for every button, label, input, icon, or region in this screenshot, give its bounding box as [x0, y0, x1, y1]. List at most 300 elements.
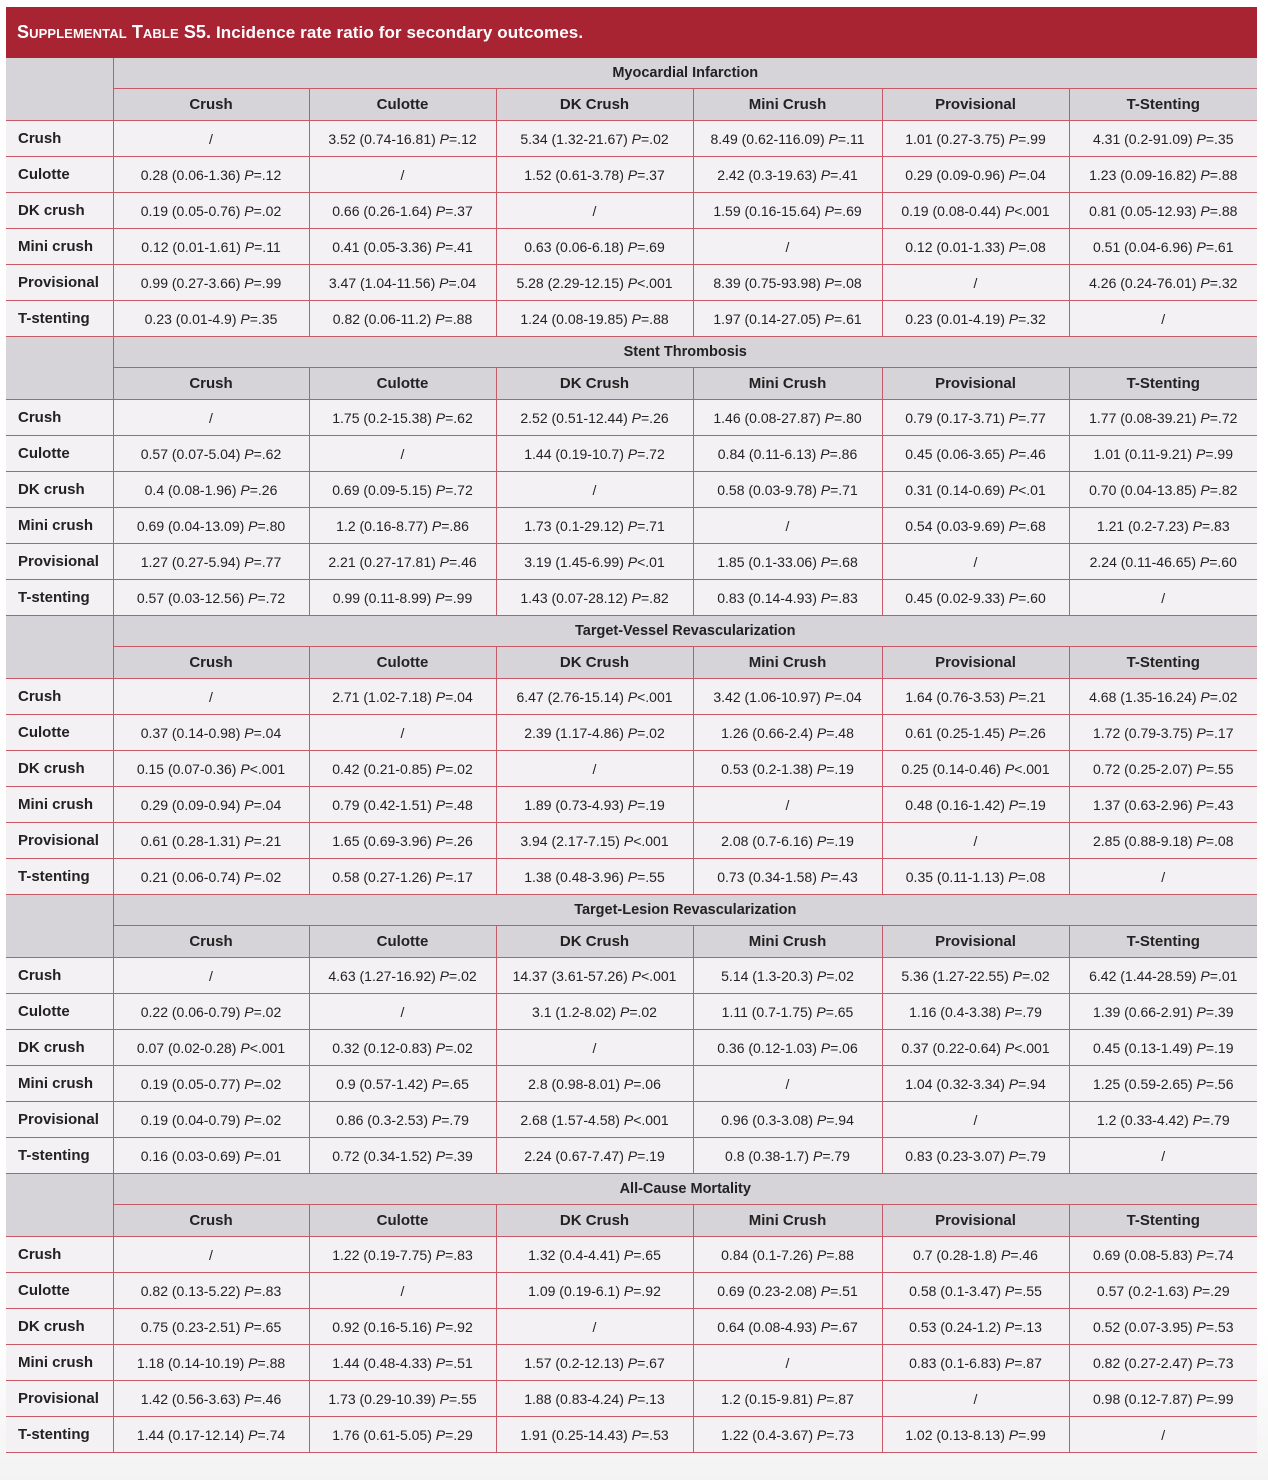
row-label: T-stenting [6, 859, 113, 895]
p-symbol: P [439, 274, 449, 291]
row-label: Mini crush [6, 508, 113, 544]
irr-cell: 8.49 (0.62-116.09) P=.11 [693, 121, 882, 157]
irr-cell: / [1069, 859, 1257, 895]
p-symbol: P [435, 832, 446, 849]
irr-cell: / [693, 787, 882, 823]
row-label: Provisional [6, 265, 113, 301]
p-symbol: P [820, 868, 831, 885]
p-symbol: P [1196, 796, 1206, 813]
column-header: Crush [113, 926, 309, 958]
irr-cell: / [882, 265, 1069, 301]
irr-cell: 0.51 (0.04-6.96) P=.61 [1069, 229, 1257, 265]
table-row [6, 1066, 1257, 1102]
p-symbol: P [627, 688, 638, 705]
irr-cell: 0.9 (0.57-1.42) P=.65 [309, 1066, 496, 1102]
irr-cell: 0.69 (0.08-5.83) P=.74 [1069, 1237, 1257, 1273]
p-symbol: P [1012, 967, 1022, 984]
irr-cell: 3.94 (2.17-7.15) P<.001 [496, 823, 693, 859]
p-symbol: P [435, 796, 446, 813]
p-symbol: P [1008, 796, 1019, 813]
irr-cell: 0.53 (0.24-1.2) P=.13 [882, 1309, 1069, 1345]
p-symbol: P [627, 517, 638, 534]
irr-cell: 0.79 (0.17-3.71) P=.77 [882, 400, 1069, 436]
outcome-title: Target-Lesion Revascularization [113, 895, 1257, 926]
table-row [6, 1273, 1257, 1309]
irr-cell: 1.97 (0.14-27.05) P=.61 [693, 301, 882, 337]
p-symbol: P [435, 409, 446, 426]
irr-cell: 0.82 (0.27-2.47) P=.73 [1069, 1345, 1257, 1381]
irr-cell: 1.22 (0.19-7.75) P=.83 [309, 1237, 496, 1273]
irr-cell: 1.25 (0.59-2.65) P=.56 [1069, 1066, 1257, 1102]
irr-cell: 0.31 (0.14-0.69) P<.01 [882, 472, 1069, 508]
irr-cell: 5.14 (1.3-20.3) P=.02 [693, 958, 882, 994]
p-symbol: P [812, 1147, 823, 1164]
irr-cell: 0.69 (0.23-2.08) P=.51 [693, 1273, 882, 1309]
p-symbol: P [1196, 1003, 1206, 1020]
p-symbol: P [1008, 1426, 1019, 1443]
irr-cell: 0.84 (0.1-7.26) P=.88 [693, 1237, 882, 1273]
irr-cell: 0.45 (0.06-3.65) P=.46 [882, 436, 1069, 472]
p-symbol: P [439, 1390, 449, 1407]
row-label: DK crush [6, 193, 113, 229]
p-symbol: P [816, 1426, 827, 1443]
column-header: Mini Crush [693, 368, 882, 400]
irr-cell: 1.01 (0.27-3.75) P=.99 [882, 121, 1069, 157]
p-symbol: P [439, 967, 449, 984]
p-symbol: P [1008, 445, 1019, 462]
column-header: Provisional [882, 647, 1069, 679]
irr-cell: 0.58 (0.1-3.47) P=.55 [882, 1273, 1069, 1309]
irr-cell: 1.64 (0.76-3.53) P=.21 [882, 679, 1069, 715]
p-symbol: P [820, 445, 830, 462]
irr-cell: 0.37 (0.14-0.98) P=.04 [113, 715, 309, 751]
irr-cell: 0.29 (0.09-0.94) P=.04 [113, 787, 309, 823]
p-symbol: P [431, 517, 442, 534]
irr-cell: 0.66 (0.26-1.64) P=.37 [309, 193, 496, 229]
table-title-bar [6, 7, 1257, 58]
irr-cell: / [1069, 1417, 1257, 1453]
p-symbol: P [1008, 868, 1018, 885]
irr-cell: 0.45 (0.02-9.33) P=.60 [882, 580, 1069, 616]
irr-cell: 3.19 (1.45-6.99) P<.01 [496, 544, 693, 580]
table-row [6, 1417, 1257, 1453]
table-row [6, 1138, 1257, 1174]
p-symbol: P [627, 796, 638, 813]
irr-cell: 0.86 (0.3-2.53) P=.79 [309, 1102, 496, 1138]
irr-cell: 1.52 (0.61-3.78) P=.37 [496, 157, 693, 193]
irr-cell: / [882, 823, 1069, 859]
row-label: Mini crush [6, 229, 113, 265]
p-symbol: P [627, 166, 638, 183]
irr-cell: / [309, 994, 496, 1030]
irr-cell: / [882, 544, 1069, 580]
p-symbol: P [1200, 688, 1210, 705]
irr-cell: 0.48 (0.16-1.42) P=.19 [882, 787, 1069, 823]
outcome-title: All-Cause Mortality [113, 1174, 1257, 1205]
p-symbol: P [240, 310, 250, 327]
irr-cell: 1.2 (0.33-4.42) P=.79 [1069, 1102, 1257, 1138]
irr-cell: / [496, 1030, 693, 1066]
p-symbol: P [1196, 1390, 1206, 1407]
table-row [6, 958, 1257, 994]
row-label: T-stenting [6, 1417, 113, 1453]
irr-cell: 1.18 (0.14-10.19) P=.88 [113, 1345, 309, 1381]
p-symbol: P [435, 1318, 446, 1335]
p-symbol: P [1008, 517, 1019, 534]
outcome-header-row [6, 58, 1257, 89]
irr-cell: / [1069, 580, 1257, 616]
p-symbol: P [623, 832, 634, 849]
p-symbol: P [244, 274, 254, 291]
column-header: Culotte [309, 926, 496, 958]
table-row [6, 193, 1257, 229]
irr-cell: 0.19 (0.05-0.76) P=.02 [113, 193, 309, 229]
irr-cell: 3.42 (1.06-10.97) P=.04 [693, 679, 882, 715]
irr-cell: 1.65 (0.69-3.96) P=.26 [309, 823, 496, 859]
table-row [6, 787, 1257, 823]
table-row [6, 823, 1257, 859]
table-row [6, 859, 1257, 895]
row-label: Culotte [6, 157, 113, 193]
row-label: Provisional [6, 1102, 113, 1138]
column-header-row [6, 926, 1257, 958]
irr-cell: 1.04 (0.32-3.34) P=.94 [882, 1066, 1069, 1102]
p-symbol: P [248, 1426, 258, 1443]
irr-cell: 1.42 (0.56-3.63) P=.46 [113, 1381, 309, 1417]
p-symbol: P [1200, 166, 1210, 183]
column-header: T-Stenting [1069, 926, 1257, 958]
irr-cell: / [113, 400, 309, 436]
p-symbol: P [631, 589, 641, 606]
p-symbol: P [1192, 1282, 1202, 1299]
irr-cell: 1.88 (0.83-4.24) P=.13 [496, 1381, 693, 1417]
row-label: DK crush [6, 1309, 113, 1345]
column-header: Culotte [309, 1205, 496, 1237]
p-symbol: P [1004, 202, 1015, 219]
row-label: Culotte [6, 1273, 113, 1309]
irr-cell: 0.12 (0.01-1.61) P=.11 [113, 229, 309, 265]
irr-cell: 14.37 (3.61-57.26) P<.001 [496, 958, 693, 994]
p-symbol: P [244, 1147, 254, 1164]
table-row [6, 400, 1257, 436]
p-symbol: P [1008, 481, 1019, 498]
column-header: DK Crush [496, 89, 693, 121]
column-header: DK Crush [496, 368, 693, 400]
irr-cell: / [309, 715, 496, 751]
irr-cell: 1.89 (0.73-4.93) P=.19 [496, 787, 693, 823]
p-symbol: P [248, 517, 258, 534]
irr-cell: 0.57 (0.07-5.04) P=.62 [113, 436, 309, 472]
p-symbol: P [1196, 1039, 1206, 1056]
irr-cell: 0.36 (0.12-1.03) P=.06 [693, 1030, 882, 1066]
p-symbol: P [1199, 553, 1210, 570]
outcome-header-row [6, 616, 1257, 647]
row-label: Crush [6, 400, 113, 436]
p-symbol: P [816, 967, 827, 984]
corner-cell [6, 895, 113, 958]
irr-cell: 0.99 (0.11-8.99) P=.99 [309, 580, 496, 616]
p-symbol: P [816, 1390, 827, 1407]
irr-cell: 2.24 (0.11-46.65) P=.60 [1069, 544, 1257, 580]
p-symbol: P [435, 688, 446, 705]
p-symbol: P [435, 202, 446, 219]
irr-cell: 6.42 (1.44-28.59) P=.01 [1069, 958, 1257, 994]
row-label: Crush [6, 958, 113, 994]
irr-cell: 0.22 (0.06-0.79) P=.02 [113, 994, 309, 1030]
irr-cell: 1.27 (0.27-5.94) P=.77 [113, 544, 309, 580]
column-header: Mini Crush [693, 926, 882, 958]
outcome-title: Myocardial Infarction [113, 58, 1257, 89]
irr-cell: 0.81 (0.05-12.93) P=.88 [1069, 193, 1257, 229]
irr-cell: / [1069, 301, 1257, 337]
irr-cell: 0.70 (0.04-13.85) P=.82 [1069, 472, 1257, 508]
irr-cell: 1.37 (0.63-2.96) P=.43 [1069, 787, 1257, 823]
table-row [6, 1309, 1257, 1345]
p-symbol: P [244, 1111, 254, 1128]
p-symbol: P [435, 1039, 446, 1056]
irr-cell: / [113, 121, 309, 157]
irr-cell: 0.58 (0.27-1.26) P=.17 [309, 859, 496, 895]
irr-cell: / [1069, 1138, 1257, 1174]
irr-cell: 0.53 (0.2-1.38) P=.19 [693, 751, 882, 787]
irr-cell: 1.24 (0.08-19.85) P=.88 [496, 301, 693, 337]
irr-cell: 1.11 (0.7-1.75) P=.65 [693, 994, 882, 1030]
p-symbol: P [431, 1075, 442, 1092]
irr-cell: 0.92 (0.16-5.16) P=.92 [309, 1309, 496, 1345]
p-symbol: P [240, 481, 250, 498]
p-symbol: P [1008, 589, 1019, 606]
irr-cell: 1.44 (0.48-4.33) P=.51 [309, 1345, 496, 1381]
irr-cell: 2.52 (0.51-12.44) P=.26 [496, 400, 693, 436]
table-row [6, 679, 1257, 715]
p-symbol: P [435, 1246, 446, 1263]
p-symbol: P [1196, 1246, 1206, 1263]
p-symbol: P [820, 589, 831, 606]
irr-cell: 2.08 (0.7-6.16) P=.19 [693, 823, 882, 859]
irr-cell: 2.8 (0.98-8.01) P=.06 [496, 1066, 693, 1102]
irr-cell: 0.73 (0.34-1.58) P=.43 [693, 859, 882, 895]
irr-cell: 2.85 (0.88-9.18) P=.08 [1069, 823, 1257, 859]
p-symbol: P [627, 1354, 638, 1371]
table-row [6, 301, 1257, 337]
table-row [6, 1381, 1257, 1417]
irr-cell: 1.77 (0.08-39.21) P=.72 [1069, 400, 1257, 436]
irr-cell: 1.21 (0.2-7.23) P=.83 [1069, 508, 1257, 544]
irr-cell: 1.85 (0.1-33.06) P=.68 [693, 544, 882, 580]
irr-cell: 0.72 (0.25-2.07) P=.55 [1069, 751, 1257, 787]
irr-cell: / [309, 157, 496, 193]
column-header: Mini Crush [693, 89, 882, 121]
p-symbol: P [824, 409, 834, 426]
irr-cell: 0.82 (0.13-5.22) P=.83 [113, 1273, 309, 1309]
irr-cell: 0.52 (0.07-3.95) P=.53 [1069, 1309, 1257, 1345]
table-row [6, 715, 1257, 751]
table-caption: Incidence rate ratio for secondary outcomes. [211, 22, 584, 42]
p-symbol: P [1008, 238, 1019, 255]
column-header-row [6, 89, 1257, 121]
p-symbol: P [631, 310, 641, 327]
p-symbol: P [627, 724, 638, 741]
table-row [6, 436, 1257, 472]
outcome-header-row [6, 895, 1257, 926]
p-symbol: P [244, 1390, 254, 1407]
p-symbol: P [816, 1246, 827, 1263]
irr-cell: 0.79 (0.42-1.51) P=.48 [309, 787, 496, 823]
corner-cell [6, 58, 113, 121]
outcome-title: Stent Thrombosis [113, 337, 1257, 368]
irr-cell: 1.57 (0.2-12.13) P=.67 [496, 1345, 693, 1381]
table-label: Supplemental Table S5. [17, 22, 212, 42]
column-header: T-Stenting [1069, 89, 1257, 121]
irr-cell: 6.47 (2.76-15.14) P<.001 [496, 679, 693, 715]
p-symbol: P [820, 1039, 831, 1056]
irr-cell: 0.84 (0.11-6.13) P=.86 [693, 436, 882, 472]
irr-cell: / [113, 1237, 309, 1273]
irr-cell: 0.15 (0.07-0.36) P<.001 [113, 751, 309, 787]
table-row [6, 472, 1257, 508]
irr-cell: / [496, 1309, 693, 1345]
irr-cell: 0.25 (0.14-0.46) P<.001 [882, 751, 1069, 787]
p-symbol: P [1200, 409, 1210, 426]
irr-cell: 5.28 (2.29-12.15) P<.001 [496, 265, 693, 301]
irr-cell: 1.75 (0.2-15.38) P=.62 [309, 400, 496, 436]
p-symbol: P [244, 445, 254, 462]
p-symbol: P [824, 202, 834, 219]
row-label: Mini crush [6, 787, 113, 823]
row-label: Provisional [6, 823, 113, 859]
p-symbol: P [1008, 130, 1019, 147]
table-row [6, 1102, 1257, 1138]
row-label: Crush [6, 1237, 113, 1273]
irr-cell: 0.45 (0.13-1.49) P=.19 [1069, 1030, 1257, 1066]
p-symbol: P [627, 553, 638, 570]
p-symbol: P [244, 868, 254, 885]
p-symbol: P [244, 796, 254, 813]
irr-cell: / [882, 1381, 1069, 1417]
p-symbol: P [1196, 1318, 1206, 1335]
p-symbol: P [431, 1111, 442, 1128]
table-body [6, 58, 1257, 1453]
column-header: T-Stenting [1069, 368, 1257, 400]
irr-cell: / [882, 1102, 1069, 1138]
irr-cell: 1.44 (0.17-12.14) P=.74 [113, 1417, 309, 1453]
p-symbol: P [1200, 202, 1210, 219]
column-header: Crush [113, 1205, 309, 1237]
p-symbol: P [1196, 130, 1206, 147]
p-symbol: P [1196, 238, 1206, 255]
irr-cell: 1.59 (0.16-15.64) P=.69 [693, 193, 882, 229]
p-symbol: P [244, 832, 254, 849]
p-symbol: P [1196, 1354, 1206, 1371]
irr-cell: 0.75 (0.23-2.51) P=.65 [113, 1309, 309, 1345]
p-symbol: P [244, 724, 254, 741]
row-label: Provisional [6, 544, 113, 580]
irr-cell: 0.29 (0.09-0.96) P=.04 [882, 157, 1069, 193]
p-symbol: P [244, 1282, 254, 1299]
p-symbol: P [623, 1246, 634, 1263]
irr-cell: 0.83 (0.23-3.07) P=.79 [882, 1138, 1069, 1174]
column-header-row [6, 368, 1257, 400]
irr-cell: 5.34 (1.32-21.67) P=.02 [496, 121, 693, 157]
column-header: Provisional [882, 1205, 1069, 1237]
p-symbol: P [1196, 724, 1206, 741]
irr-cell: 0.61 (0.28-1.31) P=.21 [113, 823, 309, 859]
irr-cell: / [309, 436, 496, 472]
p-symbol: P [816, 760, 827, 777]
column-header: Culotte [309, 647, 496, 679]
irr-cell: 0.72 (0.34-1.52) P=.39 [309, 1138, 496, 1174]
irr-cell: 0.32 (0.12-0.83) P=.02 [309, 1030, 496, 1066]
irr-cell: 4.68 (1.35-16.24) P=.02 [1069, 679, 1257, 715]
p-symbol: P [435, 481, 446, 498]
row-label: Provisional [6, 1381, 113, 1417]
corner-cell [6, 616, 113, 679]
row-label: Crush [6, 679, 113, 715]
irr-cell: 0.19 (0.05-0.77) P=.02 [113, 1066, 309, 1102]
p-symbol: P [1200, 967, 1210, 984]
table-row [6, 1237, 1257, 1273]
irr-cell: 1.91 (0.25-14.43) P=.53 [496, 1417, 693, 1453]
p-symbol: P [248, 589, 258, 606]
irr-cell: 0.69 (0.09-5.15) P=.72 [309, 472, 496, 508]
irr-cell: 2.42 (0.3-19.63) P=.41 [693, 157, 882, 193]
p-symbol: P [1008, 688, 1019, 705]
column-header-row [6, 647, 1257, 679]
irr-cell: 0.58 (0.03-9.78) P=.71 [693, 472, 882, 508]
irr-cell: 0.57 (0.03-12.56) P=.72 [113, 580, 309, 616]
corner-cell [6, 1174, 113, 1237]
table-row [6, 751, 1257, 787]
irr-cell: 0.42 (0.21-0.85) P=.02 [309, 751, 496, 787]
irr-cell: 5.36 (1.27-22.55) P=.02 [882, 958, 1069, 994]
p-symbol: P [1008, 1075, 1019, 1092]
irr-cell: 3.47 (1.04-11.56) P=.04 [309, 265, 496, 301]
p-symbol: P [439, 130, 449, 147]
p-symbol: P [244, 1318, 254, 1335]
irr-cell: 0.83 (0.1-6.83) P=.87 [882, 1345, 1069, 1381]
p-symbol: P [439, 553, 449, 570]
p-symbol: P [1196, 445, 1206, 462]
row-label: Culotte [6, 715, 113, 751]
row-label: DK crush [6, 751, 113, 787]
row-label: T-stenting [6, 1138, 113, 1174]
outcome-header-row [6, 1174, 1257, 1205]
irr-cell: 1.72 (0.79-3.75) P=.17 [1069, 715, 1257, 751]
column-header: Provisional [882, 368, 1069, 400]
p-symbol: P [623, 1282, 634, 1299]
p-symbol: P [623, 1075, 634, 1092]
p-symbol: P [244, 202, 254, 219]
irr-cell: 0.98 (0.12-7.87) P=.99 [1069, 1381, 1257, 1417]
irr-cell: 0.12 (0.01-1.33) P=.08 [882, 229, 1069, 265]
table-row [6, 1030, 1257, 1066]
column-header: DK Crush [496, 647, 693, 679]
row-label: DK crush [6, 1030, 113, 1066]
row-label: Culotte [6, 436, 113, 472]
p-symbol: P [1004, 1318, 1015, 1335]
irr-cell: 0.35 (0.11-1.13) P=.08 [882, 859, 1069, 895]
table-row [6, 580, 1257, 616]
row-label: Crush [6, 121, 113, 157]
incidence-rate-ratio-table [6, 58, 1257, 1453]
p-symbol: P [1000, 1246, 1011, 1263]
irr-cell: 1.46 (0.08-27.87) P=.80 [693, 400, 882, 436]
p-symbol: P [1004, 760, 1015, 777]
irr-cell: 2.68 (1.57-4.58) P<.001 [496, 1102, 693, 1138]
irr-cell: 0.57 (0.2-1.63) P=.29 [1069, 1273, 1257, 1309]
p-symbol: P [1192, 517, 1202, 534]
p-symbol: P [1008, 724, 1019, 741]
